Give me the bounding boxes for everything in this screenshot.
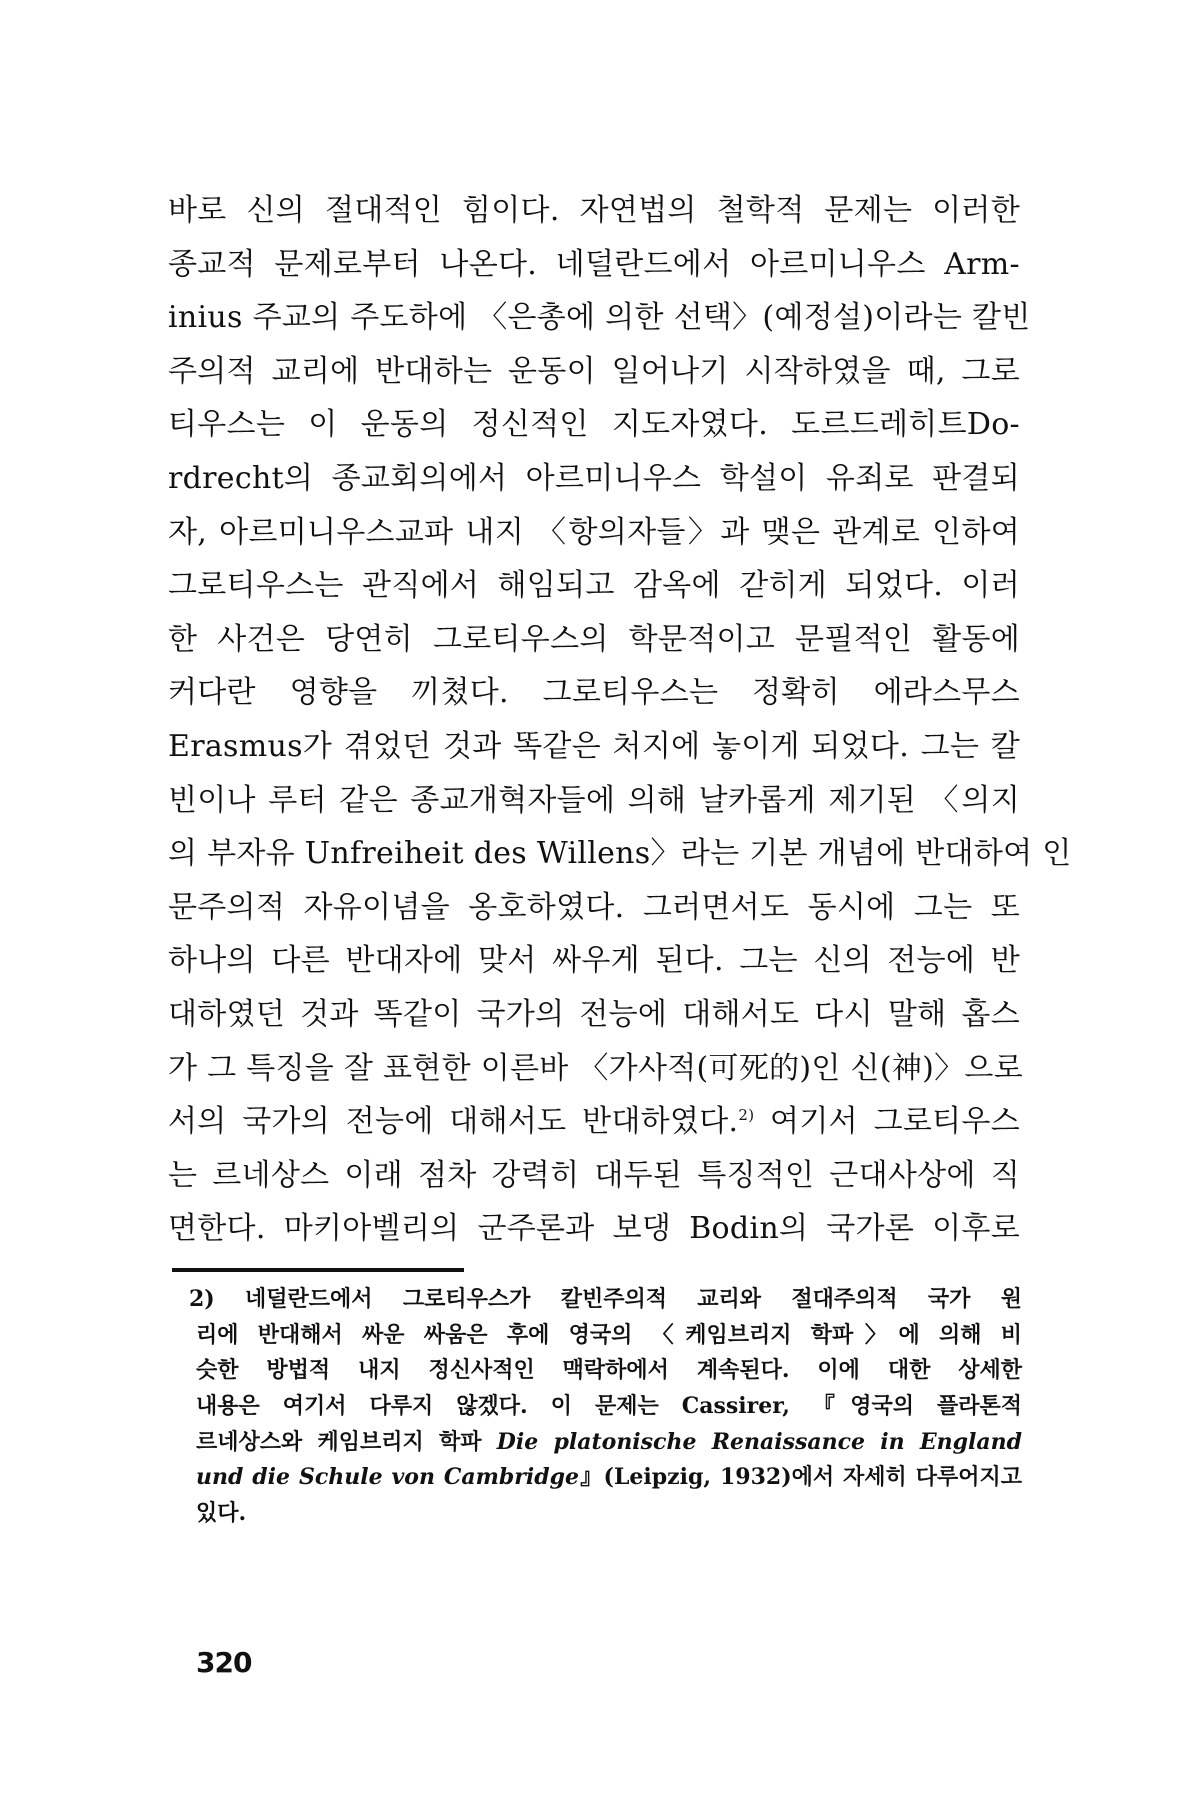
- book-title-part-1: Die platonische Renaissance in England: [496, 1428, 1022, 1455]
- footnote-line-2: 리에 반대해서 싸운 싸움은 후에 영국의 〈케임브리지 학파〉에 의해 비: [196, 1321, 1022, 1348]
- footnote-line-1: 2) 네덜란드에서 그로티우스가 칼빈주의적 교리와 절대주의적 국가 원: [189, 1286, 1022, 1312]
- body-line-14: 문주의적 자유이념을 옹호하였다. 그러면서도 동시에 그는 또: [168, 889, 1020, 925]
- body-line-2: 종교적 문제로부터 나온다. 네덜란드에서 아르미니우스 Arm-: [168, 246, 1020, 282]
- body-line-19: 는 르네상스 이래 점차 강력히 대두된 특징적인 근대사상에 직: [168, 1157, 1020, 1193]
- footnote-line-6: [196, 1460, 1022, 1496]
- footnote-line-4: 내용은 여기서 다루지 않겠다. 이 문제는 Cassirer, 『영국의 플라톤적: [196, 1393, 1022, 1420]
- body-line-18: [168, 1095, 1020, 1149]
- footnote: [189, 1282, 1022, 1532]
- footnote-line-3: 슷한 방법적 내지 정신사적인 맥락하에서 계속된다. 이에 대한 상세한: [196, 1357, 1022, 1384]
- body-line-13: 의 부자유 Unfreiheit des Willens〉라는 기본 개념에 반대하여 인: [168, 836, 1072, 872]
- footnote-divider: [172, 1268, 464, 1272]
- body-line-17: 가 그 특징을 잘 표현한 이른바 〈가사적(可死的)인 신(神)〉으로: [168, 1050, 1023, 1086]
- body-line-15: 하나의 다른 반대자에 맞서 싸우게 된다. 그는 신의 전능에 반: [168, 943, 1020, 979]
- body-line-1: 바로 신의 절대적인 힘이다. 자연법의 철학적 문제는 이러한: [168, 193, 1020, 228]
- footnote-line-7: 있다.: [196, 1500, 247, 1527]
- page-number: 320: [196, 1646, 252, 1679]
- body-line-8: 그로티우스는 관직에서 해임되고 감옥에 갇히게 되었다. 이러: [168, 568, 1020, 604]
- body-line-10: 커다란 영향을 끼쳤다. 그로티우스는 정확히 에라스무스: [168, 675, 1020, 711]
- body-text: [168, 184, 1072, 1256]
- body-line-12: 빈이나 루터 같은 종교개혁자들에 의해 날카롭게 제기된 〈의지: [168, 782, 1020, 818]
- footnote-line-5: [196, 1425, 1022, 1461]
- book-title-part-2: und die Schule von Cambridge: [196, 1464, 580, 1491]
- footnote-line-6-rest: 』(Leipzig, 1932)에서 자세히 다루어지고: [579, 1464, 1022, 1491]
- body-line-16: 대하였던 것과 똑같이 국가의 전능에 대해서도 다시 말해 홉스: [168, 996, 1020, 1032]
- body-line-6: rdrecht의 종교회의에서 아르미니우스 학설이 유죄로 판결되: [168, 460, 1020, 496]
- footnote-line-5-korean: 르네상스와 케임브리지 학파: [196, 1428, 497, 1455]
- body-line-7: 자, 아르미니우스교파 내지 〈항의자들〉과 맺은 관계로 인하여: [168, 514, 1020, 550]
- body-line-18-rest: 여기서 그로티우스: [754, 1104, 1020, 1140]
- footnote-reference: 2): [738, 1106, 755, 1125]
- body-line-5: 티우스는 이 운동의 정신적인 지도자였다. 도르드레히트Do-: [168, 407, 1020, 443]
- body-line-18-text: 서의 국가의 전능에 대해서도 반대하였다.: [168, 1104, 739, 1140]
- body-line-4: 주의적 교리에 반대하는 운동이 일어나기 시작하였을 때, 그로: [168, 353, 1020, 389]
- body-line-3: inius 주교의 주도하에 〈은총에 의한 선택〉(예정설)이라는 칼빈: [168, 300, 1031, 336]
- body-line-11: Erasmus가 겪었던 것과 똑같은 처지에 놓이게 되었다. 그는 칼: [168, 728, 1020, 764]
- body-line-9: 한 사건은 당연히 그로티우스의 학문적이고 문필적인 활동에: [168, 621, 1020, 657]
- body-line-20: 면한다. 마키아벨리의 군주론과 보댕 Bodin의 국가론 이후로: [168, 1211, 1020, 1247]
